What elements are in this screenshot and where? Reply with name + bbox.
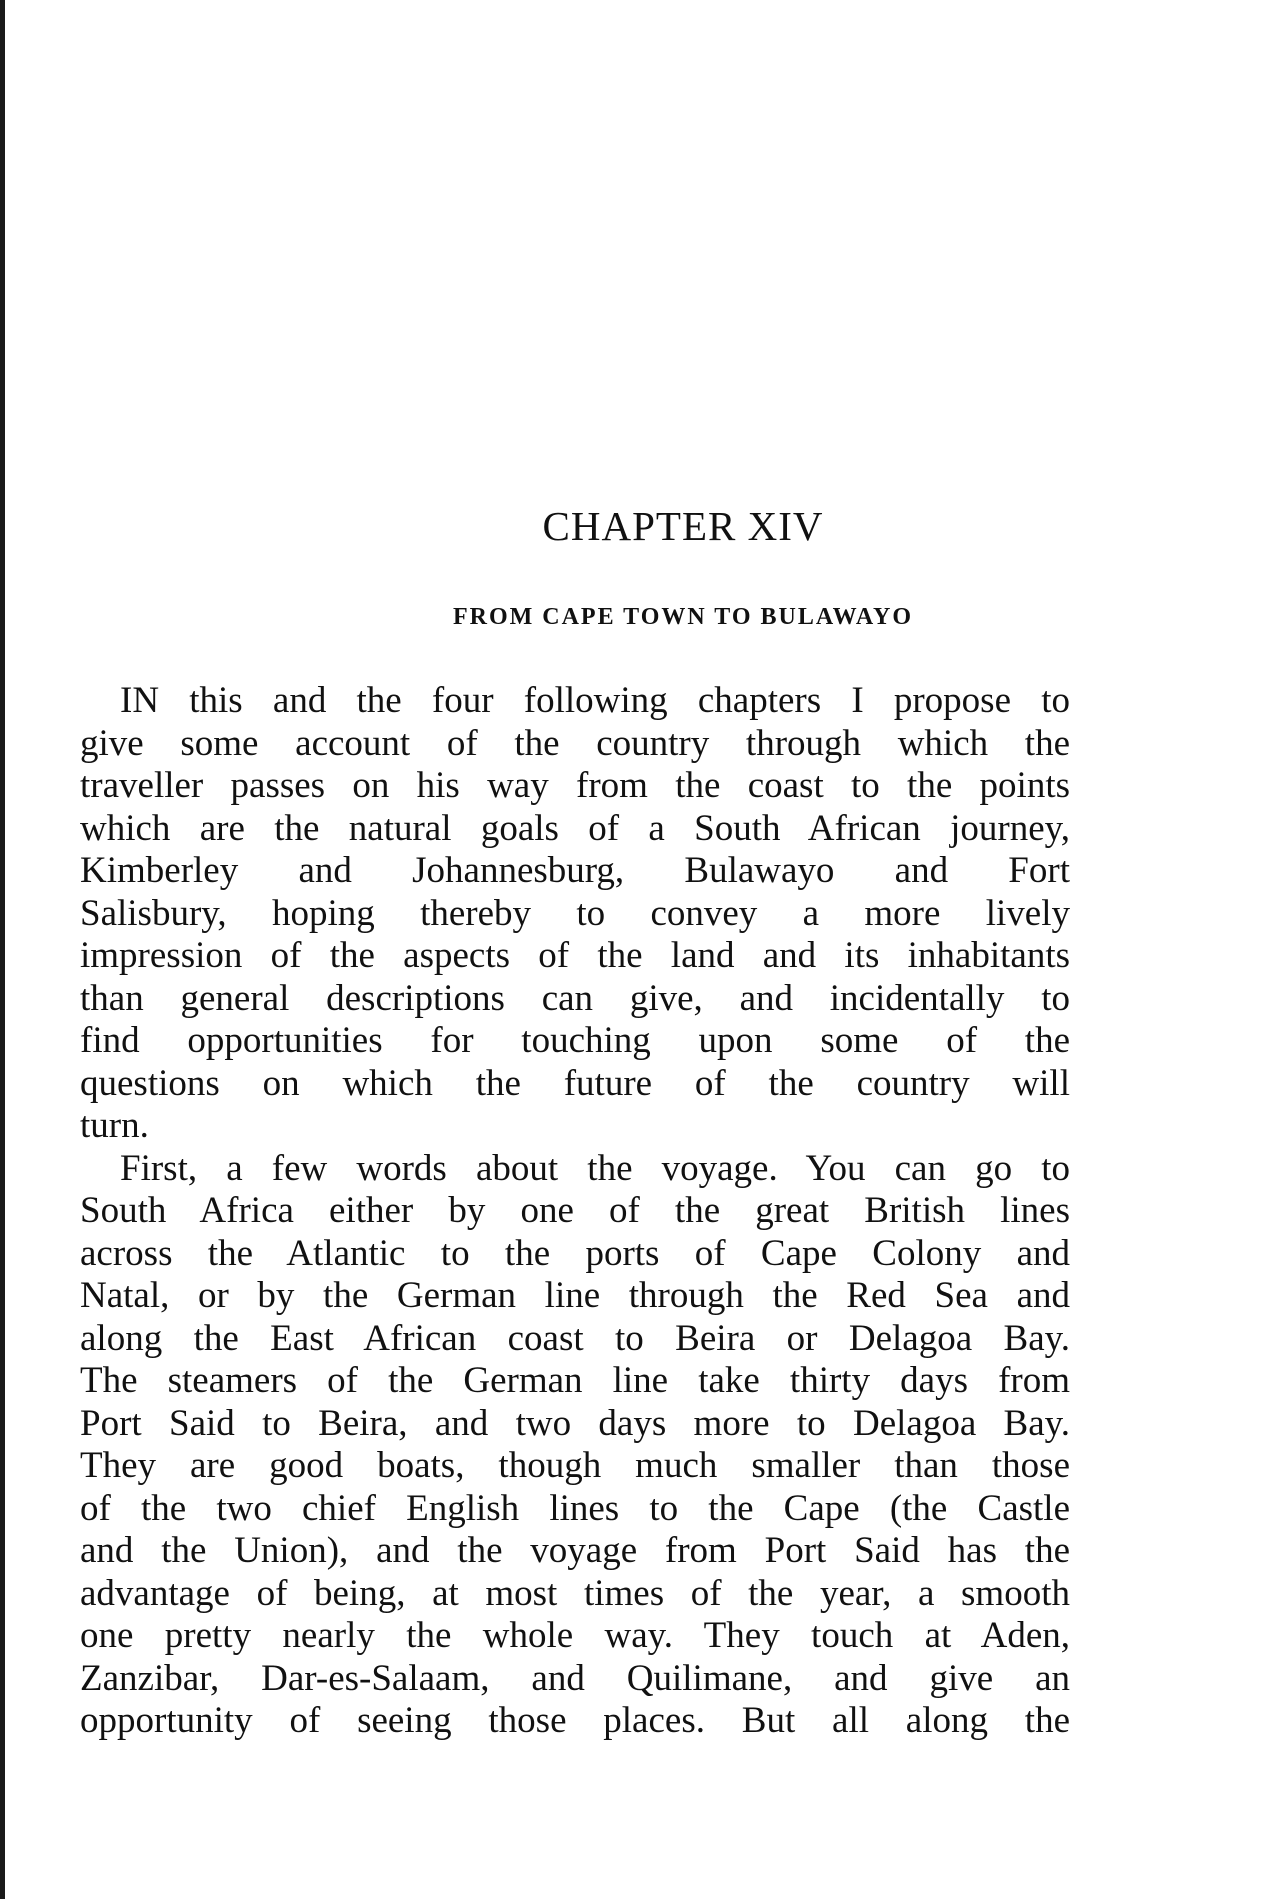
text-line: traveller passes on his way from the coast to the points [80,765,1070,806]
text-line: than general descriptions can give, and incidentally to [80,977,1070,1019]
text-line: They are good boats, though much smaller than those [80,1445,1070,1486]
text-line: find opportunities for touching upon some of the [80,1020,1070,1061]
paragraph-2 [80,1148,1070,1743]
text-line: Port Said to Beira, and two days more to Delagoa Bay. [80,1402,1070,1444]
text-line: give some account of the country through which the [80,722,1070,764]
text-line: The steamers of the German line take thirty days from [80,1360,1070,1401]
paragraph-1 [80,680,1070,1148]
text-line: questions on which the future of the country will [80,1062,1070,1104]
text-line: along the East African coast to Beira or Delagoa Bay. [80,1317,1070,1359]
text-line: of the two chief English lines to the Cape (the Castle [80,1487,1070,1529]
text-line: impression of the aspects of the land and its inhabitants [80,935,1070,976]
text-line: Zanzibar, Dar-es-Salaam, and Quilimane, and give an [80,1657,1070,1699]
page-binding-edge [0,0,5,1899]
text-line: IN this and the four following chapters I propose to [120,680,1070,721]
text-line: Kimberley and Johannesburg, Bulawayo and Fort [80,850,1070,891]
text-line: advantage of being, at most times of the year, a smooth [80,1572,1070,1614]
chapter-title: FROM CAPE TOWN TO BULAWAYO [452,604,914,630]
body-text [80,680,1070,1743]
text-line: across the Atlantic to the ports of Cape Colony and [80,1232,1070,1274]
text-line: and the Union), and the voyage from Port Said has the [80,1530,1070,1571]
text-line: one pretty nearly the whole way. They touch at Aden, [80,1615,1070,1656]
text-line: opportunity of seeing those places. But all along the [80,1700,1070,1741]
chapter-number: CHAPTER XIV [542,503,824,549]
text-line: Salisbury, hoping thereby to convey a more lively [80,892,1070,934]
text-line: First, a few words about the voyage. You can go to [120,1147,1070,1189]
chapter-heading [0,500,1276,632]
text-line: South Africa either by one of the great British lines [80,1190,1070,1231]
text-line: turn. [80,1105,149,1146]
text-line: Natal, or by the German line through the Red Sea and [80,1275,1070,1316]
text-line: which are the natural goals of a South African journey, [80,807,1070,849]
